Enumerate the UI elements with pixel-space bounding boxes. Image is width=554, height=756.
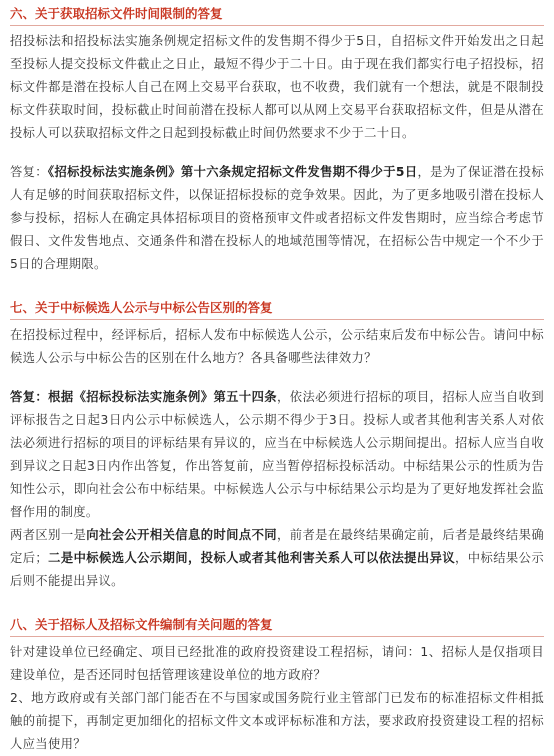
difference-text: ，前者是在最终结果确定前，后者是最终结果确定后； xyxy=(10,528,544,565)
answer-text: ，是为了保证潜在投标人有足够的时间获取招标文件，以保证招标投标的竞争效果。因此，为了更多地吸引潜在投标人参与投标，招标人在确定具体招标项目的资格预审文件或者招标文件发售期时，应当综合考虑节假日、文件发售地点、交通条件和潜在投标人的地域范围等情况，在招标公告中规定一个不少于5日的合理期限。 xyxy=(10,165,544,271)
difference-point-1: 向社会公开相关信息的时间点不同 xyxy=(86,528,278,542)
section-7-difference xyxy=(10,524,544,593)
section-8-question-1: 针对建设单位已经确定、项目已经批准的政府投资建设工程招标，请问：1、招标人是仅指项目建设单位，是否还同时包括管理该建设单位的地方政府？ xyxy=(10,645,544,682)
answer-label: 答复： xyxy=(10,165,48,179)
section-7-heading: 七、关于中标候选人公示与中标公告区别的答复 xyxy=(10,298,544,320)
answer-text: ，依法必须进行招标的项目，招标人应当自收到评标报告之日起3日内公示中标候选人，公示期不得少于3日。投标人或者其他利害关系人对依法必须进行招标的项目的评标结果有异议的，应当在中标候选人公示期间提出。招标人应当自收到异议之日起3日内作出答复，作出答复前，应当暂停招标投标活动。中标结果公示的性质为告知性公示，即向社会公布中标结果。中标候选人公示与中标结果公示均是为了更好地发挥社会监督作用的制度。 xyxy=(10,390,544,519)
section-6-question: 招投标法和招投标法实施条例规定招标文件的发售期不得少于5日，自招标文件开始发出之日起至投标人提交投标文件截止之日止，最短不得少于二十日。由于现在我们都实行电子招投标，招标文件都是潜在投标人自己在网上交易平台获取，也不收费，我们就有一个想法，就是不限制投标文件获取时间，投标截止时间前潜在投标人都可以从网上交易平台获取招标文件，但是从潜在投标人可以获取招标文件之日起到投标截止时间仍然要求不少于二十日。 xyxy=(10,34,544,140)
section-6-answer xyxy=(10,161,544,276)
difference-point-2: 二是中标候选人公示期间，投标人或者其他利害关系人可以依法提出异议 xyxy=(48,551,456,565)
section-8-heading: 八、关于招标人及招标文件编制有关问题的答复 xyxy=(10,615,544,637)
difference-conclusion: ，中标结果公示后则不能提出异议。 xyxy=(10,551,544,588)
answer-emphasis: 答复：根据《招标投标法实施条例》第五十四条 xyxy=(10,390,278,404)
section-8-question-2: 2、地方政府或有关部门部门能否在不与国家或国务院行业主管部门已发布的标准招标文件相抵触的前提下，再制定更加细化的招标文件文本或评标标准和方法，要求政府投资建设工程的招标人应当使用？ xyxy=(10,691,544,751)
answer-emphasis: 《招标投标法实施条例》第十六条规定招标文件发售期不得少于5日 xyxy=(47,165,418,179)
section-7-question: 在招投标过程中，经评标后，招标人发布中标候选人公示，公示结束后发布中标公告。请问中标候选人公示与中标公告的区别在什么地方？各具备哪些法律效力？ xyxy=(10,328,544,365)
section-6-heading: 六、关于获取招标文件时间限制的答复 xyxy=(10,4,544,26)
section-7-answer xyxy=(10,386,544,524)
difference-intro: 两者区别一是 xyxy=(10,528,87,542)
